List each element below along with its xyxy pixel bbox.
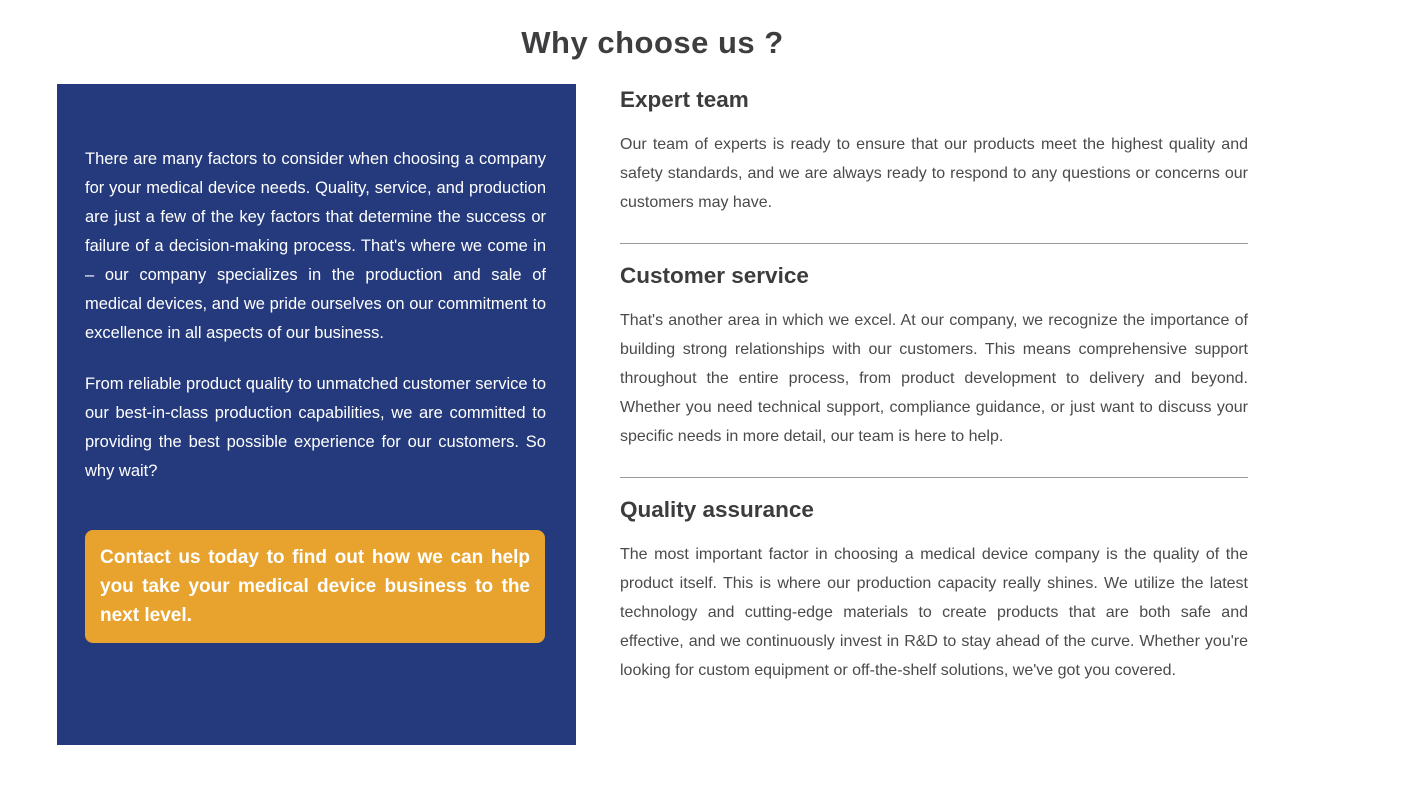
section-body-expert-team: Our team of experts is ready to ensure that our products meet the highest quality and safety standards, and we are always ready to respond to any questions or concerns our customers may have. xyxy=(620,136,1248,211)
section-quality-assurance xyxy=(620,497,1248,685)
intro-paragraph-1: There are many factors to consider when choosing a company for your medical device needs. Quality, service, and production are just a few of the key factors that determine the success or failure of a decision-making process. That's where we come in – our company specializes in the production and sale of medical devices, and we pride ourselves on our commitment to excellence in all aspects of our business. xyxy=(85,150,546,342)
intro-panel xyxy=(57,84,576,745)
contact-cta[interactable]: Contact us today to find out how we can help you take your medical device business to the next level. xyxy=(85,530,545,643)
section-body-customer-service: That's another area in which we excel. At our company, we recognize the importance of building strong relationships with our customers. This means comprehensive support throughout the entire process, from product development to delivery and beyond. Whether you need technical support, compliance guidance, or just want to discuss your specific needs in more detail, our team is here to help. xyxy=(620,312,1248,445)
section-customer-service xyxy=(620,263,1248,451)
intro-paragraph-2: From reliable product quality to unmatched customer service to our best-in-class production capabilities, we are committed to providing the best possible experience for our customers. So why wait? xyxy=(85,375,546,480)
section-body-quality-assurance: The most important factor in choosing a medical device company is the quality of the product itself. This is where our production capacity really shines. We utilize the latest technology and cutting-edge materials to create products that are both safe and effective, and we continuously invest in R&D to stay ahead of the curve. Whether you're looking for custom equipment or off-the-shelf solutions, we've got you covered. xyxy=(620,546,1248,679)
content-container xyxy=(57,0,1248,745)
section-heading-quality-assurance: Quality assurance xyxy=(620,497,814,522)
features-column xyxy=(620,84,1248,685)
section-heading-customer-service: Customer service xyxy=(620,263,809,288)
two-column-layout xyxy=(57,84,1248,745)
divider xyxy=(620,477,1248,478)
section-heading-expert-team: Expert team xyxy=(620,87,749,112)
divider xyxy=(620,243,1248,244)
page-title: Why choose us ? xyxy=(521,25,784,60)
section-expert-team xyxy=(620,87,1248,217)
